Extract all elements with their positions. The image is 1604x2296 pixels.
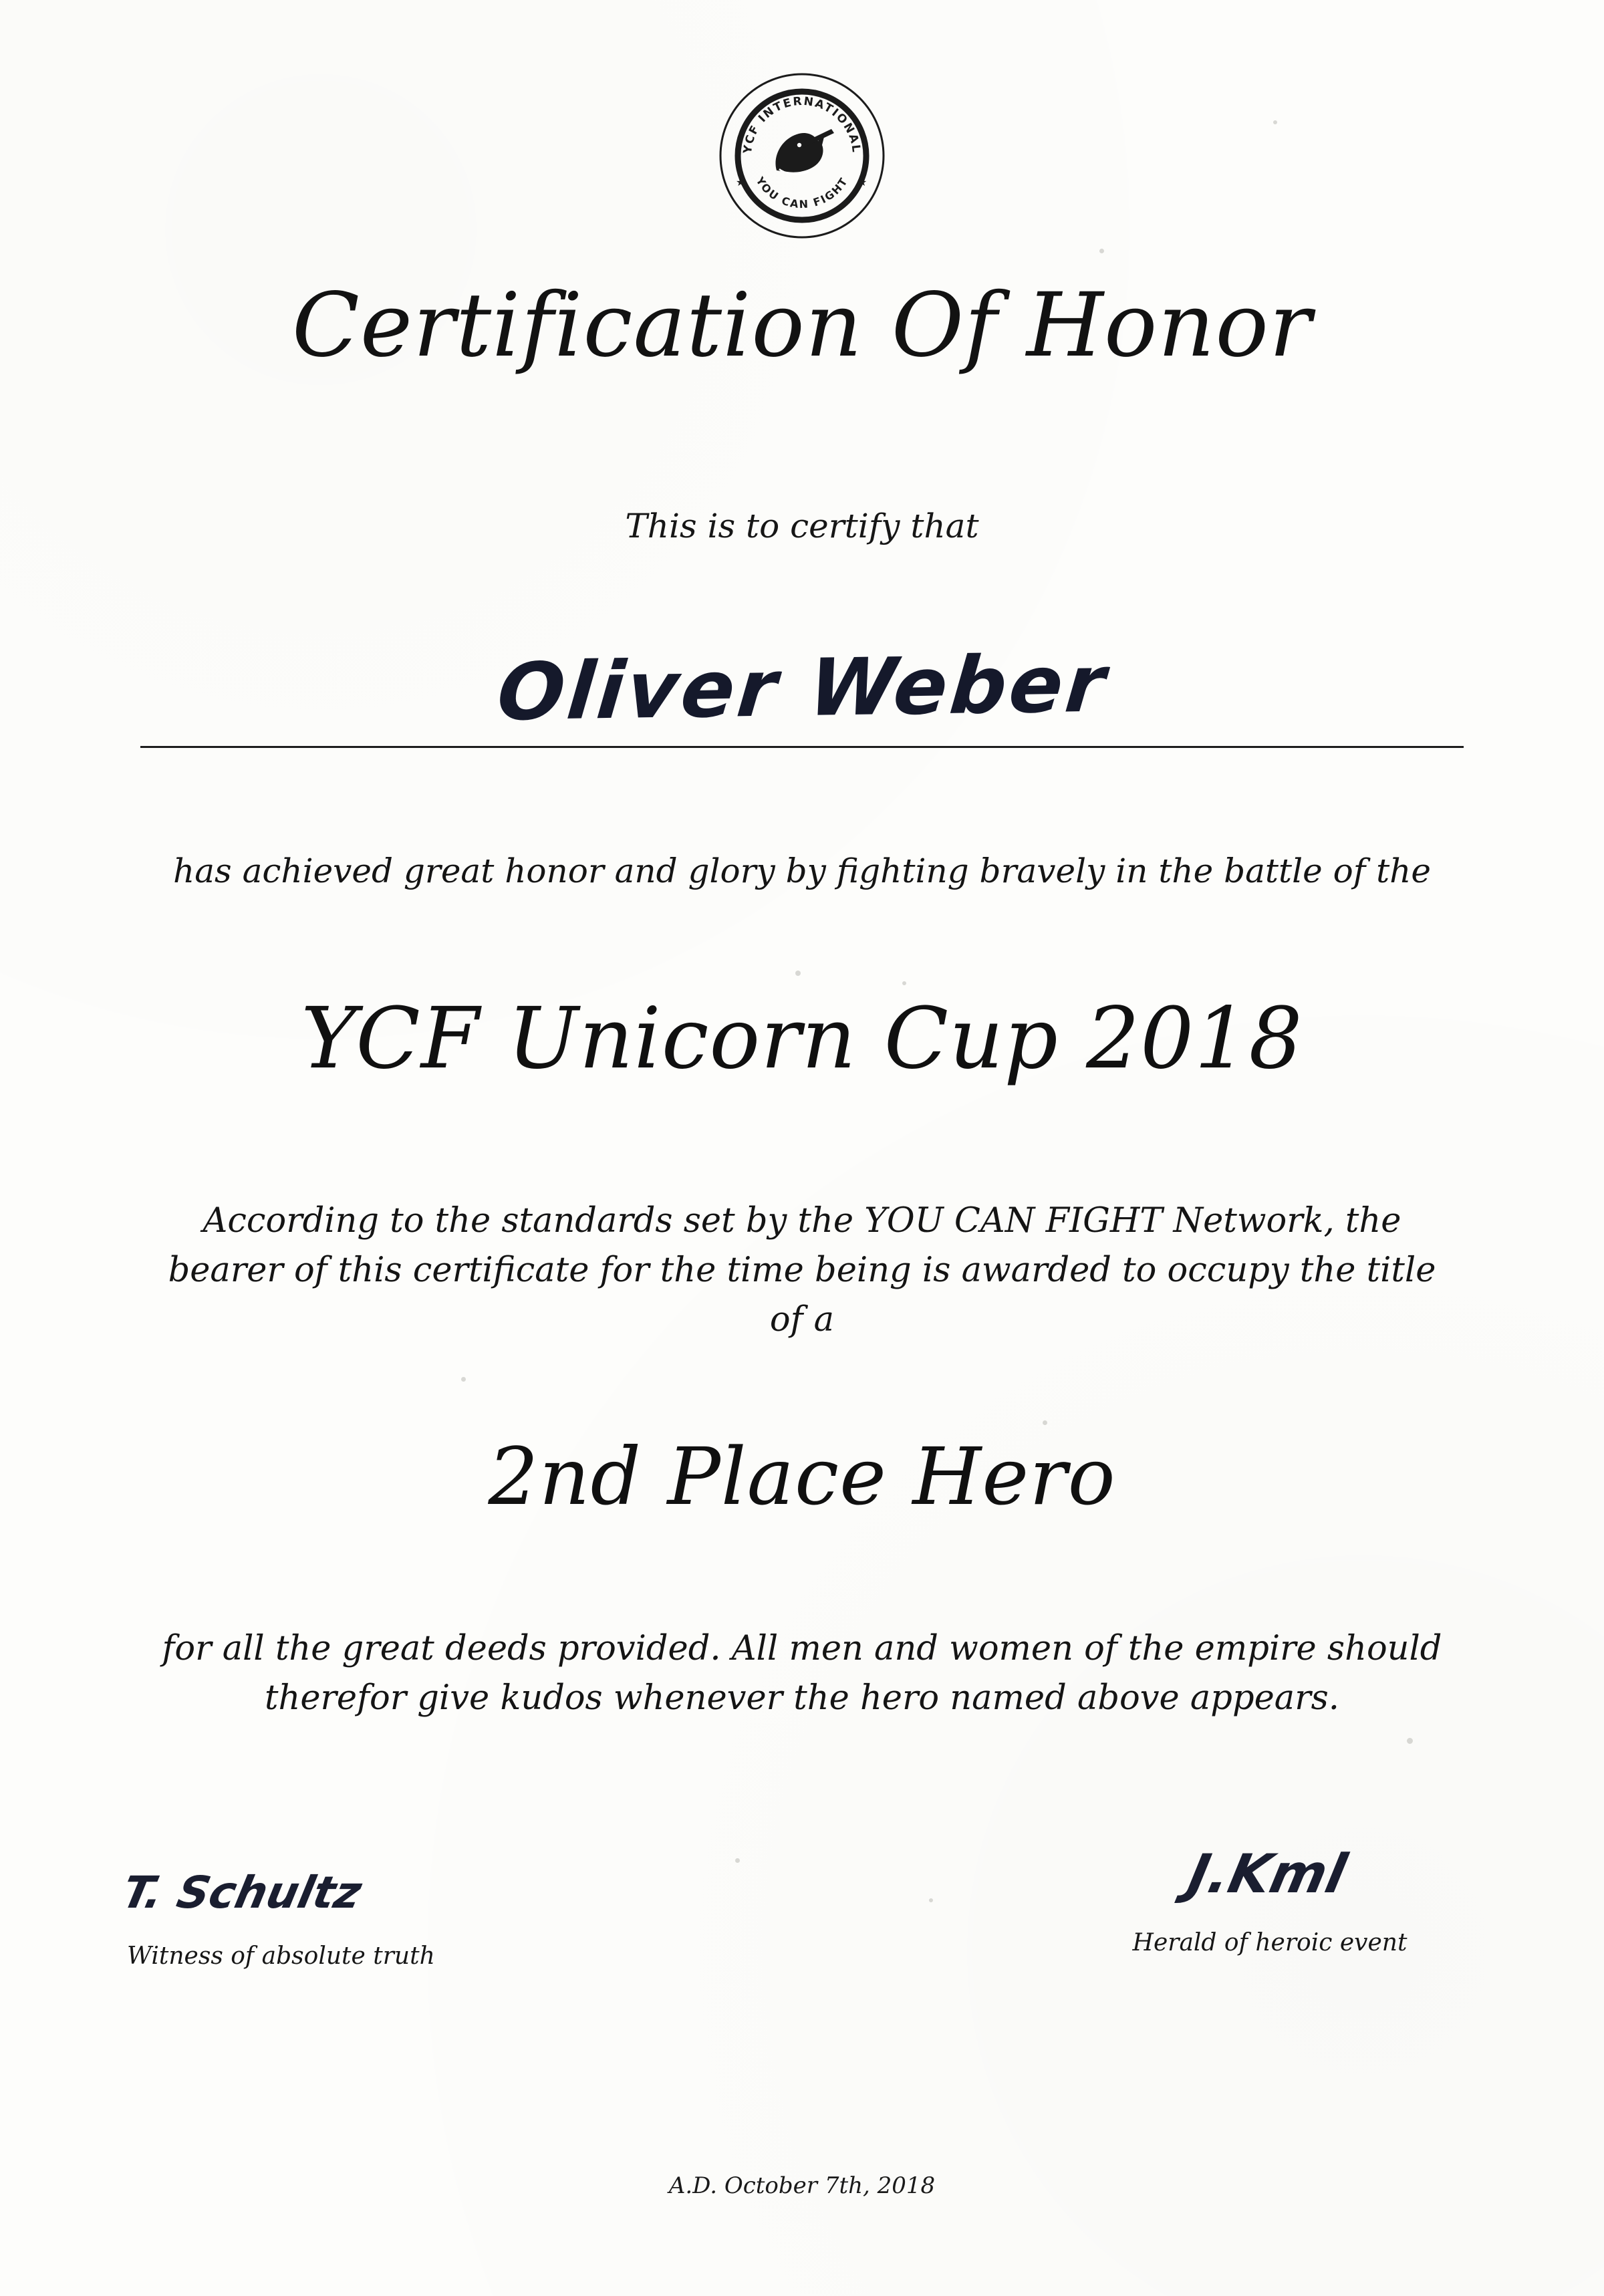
svg-text:YCF INTERNATIONAL: YCF INTERNATIONAL xyxy=(741,94,863,154)
paragraph-achievement: has achieved great honor and glory by fighting bravely in the battle of the xyxy=(173,852,1431,890)
event-name: YCF Unicorn Cup 2018 xyxy=(301,989,1303,1088)
recipient-name: Oliver Weber xyxy=(493,637,1112,739)
signature-block-witness xyxy=(100,1831,568,1970)
signature-mark-witness: T. Schultz xyxy=(118,1867,366,1918)
signature-label-witness: Witness of absolute truth xyxy=(127,1942,435,1970)
signature-block-herald xyxy=(1036,1818,1504,1956)
svg-text:★: ★ xyxy=(736,176,746,188)
paragraph-kudos: for all the great deeds provided. All men and women of the empire should therefor give kudos whenever the hero named above appears. xyxy=(162,1629,1442,1718)
svg-text:YOU CAN FIGHT: YOU CAN FIGHT xyxy=(753,174,851,211)
paragraph-standards: According to the standards set by the YOU CAN FIGHT Network, the bearer of this certificate for the time being is awarded to occupy the title of a xyxy=(168,1201,1436,1340)
award-title: 2nd Place Hero xyxy=(488,1430,1116,1523)
issue-date: A.D. October 7th, 2018 xyxy=(668,2172,936,2199)
signature-mark-herald: J.Kml xyxy=(1182,1843,1352,1905)
certificate-subtitle: This is to certify that xyxy=(625,507,979,545)
ycf-logo xyxy=(712,66,892,246)
signature-label-herald: Herald of heroic event xyxy=(1132,1929,1408,1956)
svg-text:★: ★ xyxy=(857,176,867,188)
certificate-title: Certification Of Honor xyxy=(291,274,1313,377)
recipient-name-block xyxy=(140,637,1464,748)
